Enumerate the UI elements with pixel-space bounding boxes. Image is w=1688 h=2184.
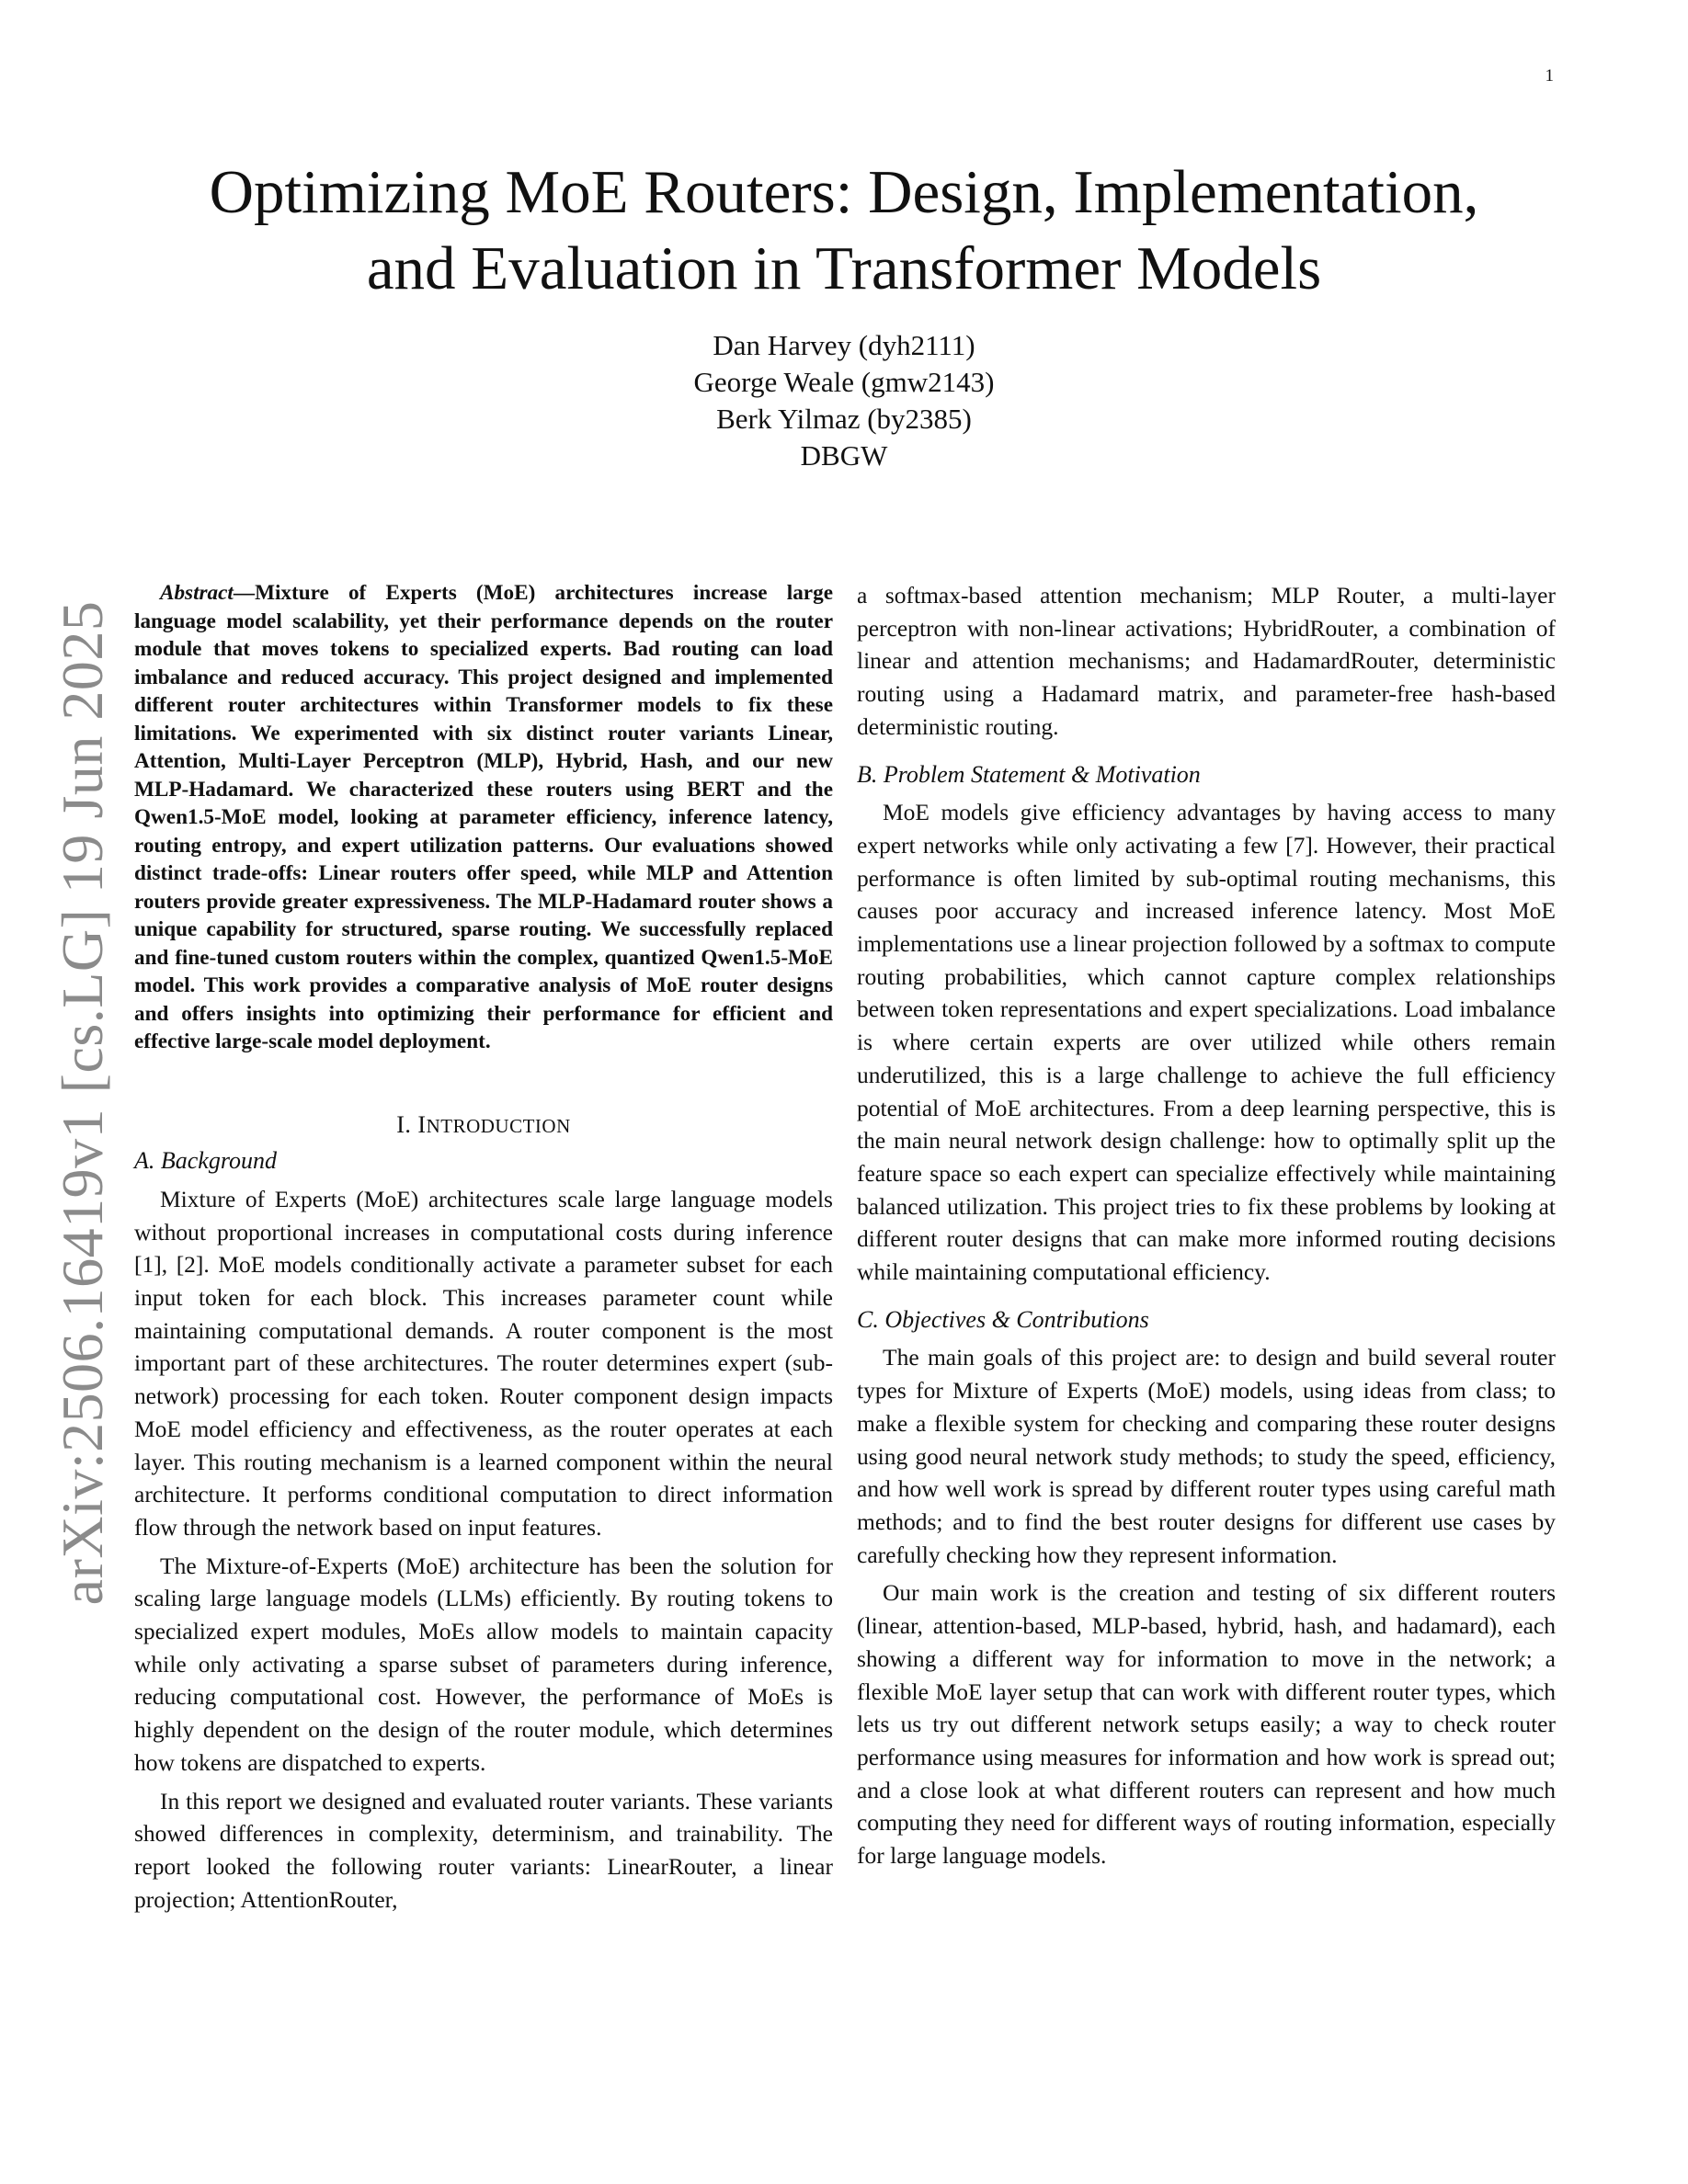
arxiv-identifier: arXiv:2506.16419v1 [cs.LG] 19 Jun 2025 <box>50 600 115 1606</box>
team-name: DBGW <box>800 439 888 472</box>
paragraph-problem-statement: MoE models give efficiency advantages by having access to many expert networks while only activating a few [7]. However, their practical performance is often limited by sub-optimal routing mechanisms, this causes poor accuracy and increased inference latency. Most MoE implementations use a linear projection followed by a softmax to compute routing probabilities, which cannot capture complex relationships between token representations and expert specializations. Load imbalance is where certain experts are over utilized while others remain underutilized, this is a large challenge to achieve the full efficiency potential of MoE architectures. From a deep learning perspective, this is the main neural network design challenge: how to optimally split up the feature space so each expert can specialize effectively while maintaining balanced utilization. This project tries to fix these problems by looking at different router designs that can make more informed routing decisions while maintaining computational efficiency. <box>857 799 1556 1286</box>
subsection-heading-background: A. Background <box>134 1147 277 1175</box>
paragraph-background-3: In this report we designed and evaluated router variants. These variants showed differences in complexity, determinism, and trainability. The report looked the following router variants: LinearRouter, a linear projection; AttentionRouter, <box>134 1787 833 1913</box>
section-title-rest: NTRODUCTION <box>426 1114 571 1137</box>
abstract-label: Abstract <box>160 581 234 605</box>
section-heading-introduction <box>134 1109 833 1143</box>
paper-title <box>110 154 1578 307</box>
abstract-text: —Mixture of Experts (MoE) architectures increase large language model scalability, yet their performance depends on the router module that moves tokens to specialized experts. Bad routing can load imbalance and reduced accuracy. This project designed and implemented different router architectures within Transformer models to fix these limitations. We experimented with six distinct router variants Linear, Attention, Multi-Layer Perceptron (MLP), Hybrid, Hash, and our new MLP-Hadamard. We characterized these routers using BERT and the Qwen1.5-MoE model, looking at parameter efficiency, inference latency, routing entropy, and expert utilization patterns. Our evaluations showed distinct trade-offs: Linear routers offer speed, while MLP and Attention routers provide greater expressiveness. The MLP-Hadamard router shows a unique capability for structured, sparse routing. We successfully replaced and fine-tuned custom routers within the complex, quantized Qwen1.5-MoE model. This work provides a comparative analysis of MoE router designs and offers insights into optimizing their performance for efficient and effective large-scale model deployment. <box>134 581 833 1053</box>
author-list <box>110 327 1578 474</box>
paragraph-objectives-1: The main goals of this project are: to design and build several router types for Mixture of Experts (MoE) models, using ideas from class; to make a flexible system for checking and comparing these router designs using good neural network study methods; to study the speed, efficiency, and how well work is spread by different router types using careful math methods; and to find the best router designs for different use cases by carefully checking how they represent information. <box>857 1344 1556 1568</box>
left-column <box>134 579 833 1916</box>
author: Berk Yilmaz (by2385) <box>716 403 972 435</box>
page-number: 1 <box>1545 66 1554 85</box>
author: George Weale (gmw2143) <box>693 366 995 398</box>
paragraph-background-2: The Mixture-of-Experts (MoE) architecture has been the solution for scaling large language models (LLMs) efficiently. By routing tokens to specialized expert modules, MoEs allow models to maintain capacity while only activating a sparse subset of parameters during inference, reducing computational cost. However, the performance of MoEs is highly dependent on the design of the router module, which determines how tokens are dispatched to experts. <box>134 1552 833 1776</box>
paragraph-background-1: Mixture of Experts (MoE) architectures scale large language models without proportional increases in computational costs during inference [1], [2]. MoE models conditionally activate a parameter subset for each input token for each block. This increases parameter count while maintaining computational demands. A router component is the most important part of these architectures. The router determines expert (sub-network) processing for each token. Router component design impacts MoE model efficiency and effectiveness, as the router operates at each layer. This routing mechanism is a learned component within the neural architecture. It performs conditional computation to direct information flow through the network based on input features. <box>134 1185 833 1541</box>
section-numeral: I. <box>396 1110 418 1138</box>
right-column <box>857 579 1556 1872</box>
author: Dan Harvey (dyh2111) <box>713 329 975 361</box>
paragraph-background-3-continued: a softmax-based attention mechanism; MLP Router, a multi-layer perceptron with non-linear activations; HybridRouter, a combination of linear and attention mechanisms; and HadamardRouter, deterministic routing using a Hadamard matrix, and parameter-free hash-based deterministic routing. <box>857 582 1556 740</box>
abstract <box>134 579 833 1056</box>
paragraph-objectives-2: Our main work is the creation and testing of six different routers (linear, attention-based, MLP-based, hybrid, hash, and hadamard), each showing a different way for information to move in the network; a flexible MoE layer setup that can work with different router types, which lets us try out different network setups easily; a way to check router performance using measures for information and how work is spread out; and a close look at what different routers can represent and how much computing they need for different ways of routing information, especially for large language models. <box>857 1579 1556 1870</box>
subsection-heading-problem-statement: B. Problem Statement & Motivation <box>857 760 1201 788</box>
section-first-letter: I <box>417 1110 427 1138</box>
subsection-heading-objectives: C. Objectives & Contributions <box>857 1305 1149 1333</box>
title-line: Optimizing MoE Routers: Design, Implementation, <box>209 158 1479 226</box>
title-line: and Evaluation in Transformer Models <box>366 234 1322 302</box>
title-block <box>110 154 1578 474</box>
